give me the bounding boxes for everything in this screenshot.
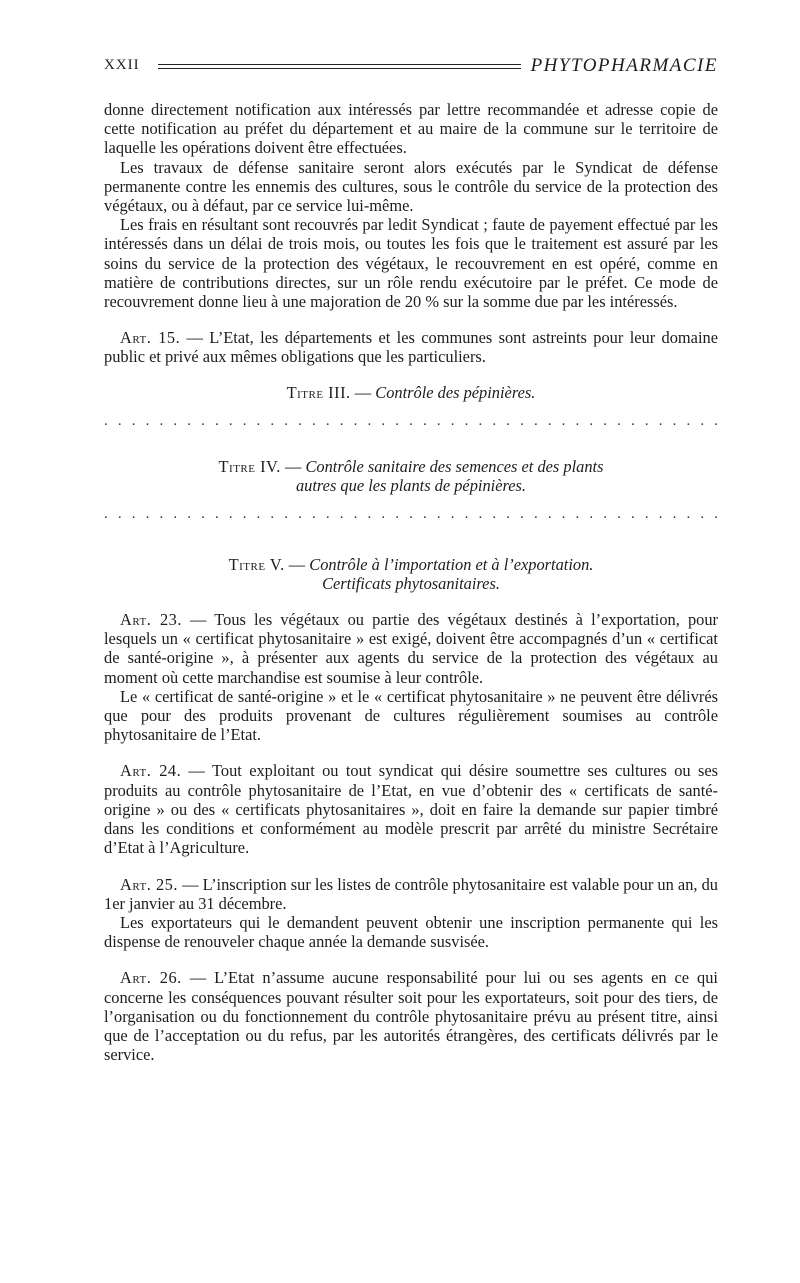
titre-3-heading: [104, 383, 718, 402]
ellipsis-row-1: . . . . . . . . . . . . . . . . . . . . . . . . . . . . . . . . . . . . . . . . . . . . .: [104, 412, 718, 429]
titre-4-title-line-2: autres que les plants de pépinières.: [295, 476, 527, 496]
titre-4-heading: [104, 457, 718, 495]
article-23-label: Art. 23.: [120, 610, 182, 630]
article-25-text: — L’inscription sur les listes de contrôle phytosanitaire est valable pour un an, du 1er janvier au 31 décembre.: [104, 874, 719, 913]
titre-5-heading: [104, 555, 718, 593]
article-23: [104, 610, 718, 687]
titre-3-dash: —: [354, 382, 372, 402]
article-15-label: Art. 15.: [120, 328, 181, 348]
titre-5-label: Titre V.: [228, 554, 285, 574]
page-number: XXII: [104, 57, 140, 74]
titre-5-dash: —: [288, 554, 306, 574]
paragraph-2: Les travaux de défense sanitaire seront alors exécutés par le Syndicat de défense permanente contre les ennemis des cultures, sous le contrôle du service de la protection des végétaux, ou à défaut, par ce service lui-même.: [104, 157, 718, 216]
titre-5-title-line-2: Certificats phytosanitaires.: [322, 573, 500, 593]
titre-4-label: Titre IV.: [218, 457, 281, 477]
titre-4-title-line-1: Contrôle sanitaire des semences et des plants: [305, 457, 604, 477]
titre-4-dash: —: [284, 457, 302, 477]
titre-3-label: Titre III.: [286, 382, 351, 402]
article-24-label: Art. 24.: [120, 761, 182, 781]
article-26-text: — L’Etat n’assume aucune responsabilité pour lui ou ses agents en ce qui concerne les conséquences pouvant résulter soit pour les exportateurs, soit pour des tiers, de l’organisation ou du fonctionnement du contrôle phytosanitaire prévu au présent titre, ainsi que de l’acceptation ou du refus, par les autorités étrangères, des certificats délivrés par le service.: [104, 968, 718, 1065]
header-rule: [158, 64, 521, 69]
article-15: [104, 328, 718, 366]
article-23-text: — Tous les végétaux ou partie des végétaux destinés à l’exportation, pour lesquels un « certificat phytosanitaire » est exigé, doivent être accompagnés d’un « certificat de santé-origine », à présenter aux agents du service de la protection des végétaux au moment où cette marchandise est soumise à leur contrôle.: [104, 610, 718, 687]
article-26-label: Art. 26.: [120, 968, 182, 988]
ellipsis-row-2: . . . . . . . . . . . . . . . . . . . . . . . . . . . . . . . . . . . . . . . . . . . . .: [104, 506, 718, 523]
article-23-paragraph-2: Le « certificat de santé-origine » et le « certificat phytosanitaire » ne peuvent être délivrés que pour des produits provenant de cultures régulièrement soumises au contrôle phytosanitaire de l’Etat.: [104, 686, 718, 745]
document-page: [104, 50, 718, 1064]
article-26: [104, 968, 718, 1064]
titre-5-title-line-1: Contrôle à l’importation et à l’exportation.: [309, 554, 594, 574]
article-24: [104, 761, 718, 857]
article-25-paragraph-2: Les exportateurs qui le demandent peuvent obtenir une inscription permanente qui les dispense de renouveler chaque année la demande susvisée.: [104, 912, 718, 952]
article-25: [104, 875, 718, 913]
article-25-label: Art. 25.: [120, 874, 178, 894]
page-header: [104, 50, 718, 82]
article-24-text: — Tout exploitant ou tout syndicat qui désire soumettre ses cultures ou ses produits au contrôle phytosanitaire de l’Etat, en vue d’obtenir des « certificats de santé-origine » ou des « certificats phytosanitaires », doit en faire la demande sur papier timbré dans les conditions et conformément au modèle prescrit par arrêté du ministre Secrétaire d’Etat à l’Agriculture.: [104, 761, 718, 858]
article-15-text: — L’Etat, les départements et les communes sont astreints pour leur domaine public et privé aux mêmes obligations que les particuliers.: [104, 328, 718, 367]
paragraph-3: Les frais en résultant sont recouvrés par ledit Syndicat ; faute de payement effectué par les intéressés dans un délai de trois mois, ou toutes les fois que le traitement est assuré par les soins du service de la protection des végétaux, le recouvrement en est opéré, comme en matière de contributions directes, sur un rôle rendu exécutoire par le préfet. Ce mode de recouvrement donne lieu à une majoration de 20 % sur la somme due par les intéressés.: [104, 215, 718, 312]
running-title: PHYTOPHARMACIE: [530, 55, 718, 77]
titre-3-title: Contrôle des pépinières.: [375, 382, 536, 402]
paragraph-1: donne directement notification aux intéressés par lettre recommandée et adresse copie de cette notification au préfet du département et au maire de la commune sur le territoire de laquelle les opérations doivent être effectuées.: [104, 100, 718, 158]
